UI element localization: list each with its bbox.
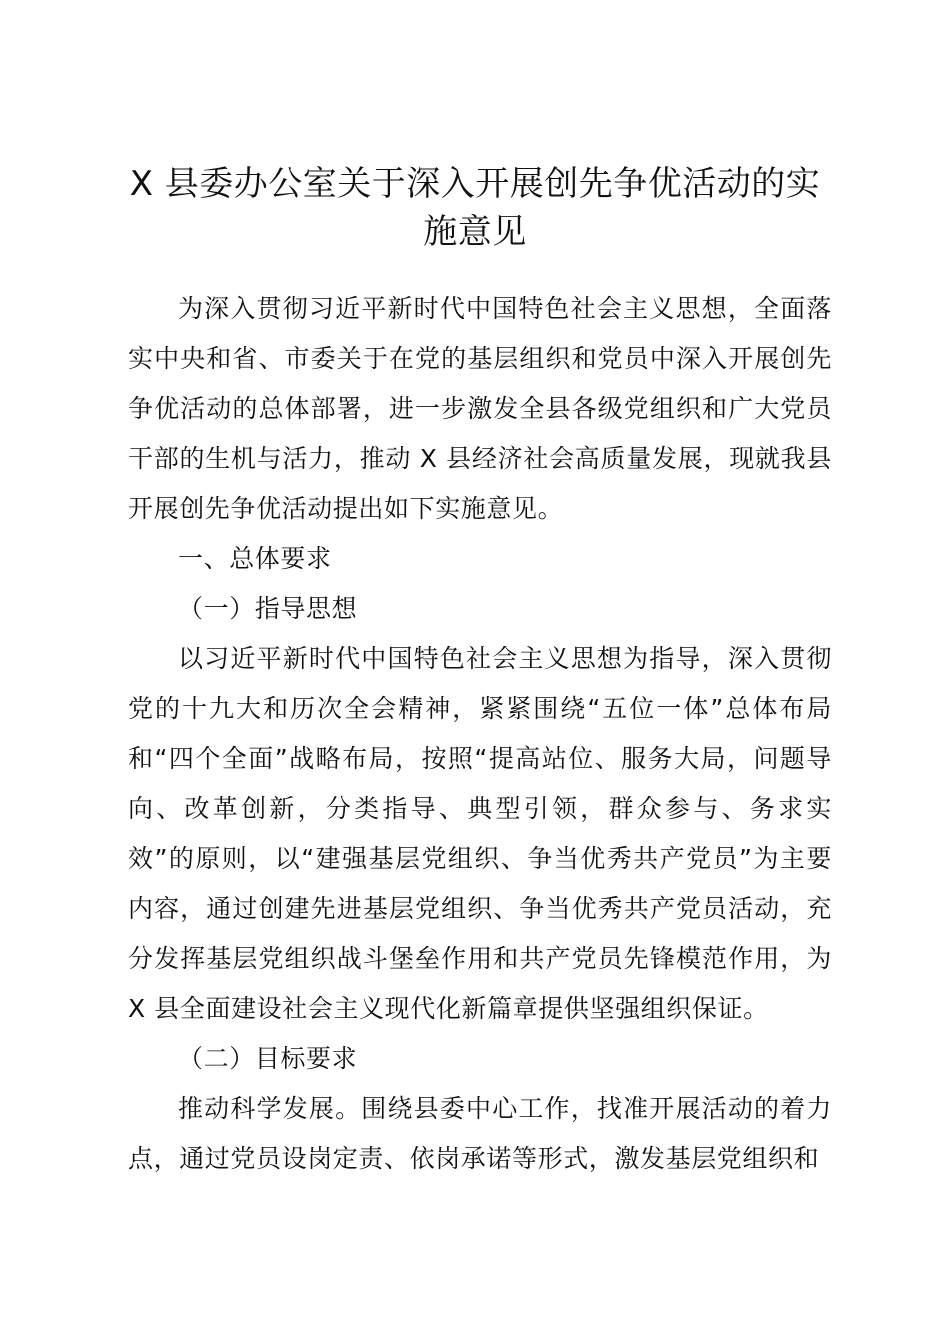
document-body: [128, 284, 832, 1184]
guiding-ideology-paragraph: 以习近平新时代中国特色社会主义思想为指导，深入贯彻党的十九大和历次全会精神，紧紧围绕“五位一体”总体布局和“四个全面”战略布局，按照“提高站位、服务大局，问题导向、改革创新，分类指导、典型引领，群众参与、务求实效”的原则，以“建强基层党组织、争当优秀共产党员”为主要内容，通过创建先进基层党组织、争当优秀共产党员活动，充分发挥基层党组织战斗堡垒作用和共产党员先锋模范作用，为 X 县全面建设社会主义现代化新篇章提供坚强组织保证。: [128, 644, 832, 1023]
section-heading-general-requirements: 一、总体要求: [178, 544, 332, 573]
subsection-heading-guiding-ideology: （一）指导思想: [178, 594, 358, 623]
document-title: X 县委办公室关于深入开展创先争优活动的实施意见: [129, 164, 821, 252]
goals-paragraph: 推动科学发展。围绕县委中心工作，找准开展活动的着力点，通过党员设岗定责、依岗承诺等形式，激发基层党组织和: [128, 1094, 832, 1173]
intro-paragraph: 为深入贯彻习近平新时代中国特色社会主义思想，全面落实中央和省、市委关于在党的基层组织和党员中深入开展创先争优活动的总体部署，进一步激发全县各级党组织和广大党员干部的生机与活力，推动 X 县经济社会高质量发展，现就我县开展创先争优活动提出如下实施意见。: [128, 294, 832, 523]
subsection-heading-goals: （二）目标要求: [178, 1044, 358, 1073]
